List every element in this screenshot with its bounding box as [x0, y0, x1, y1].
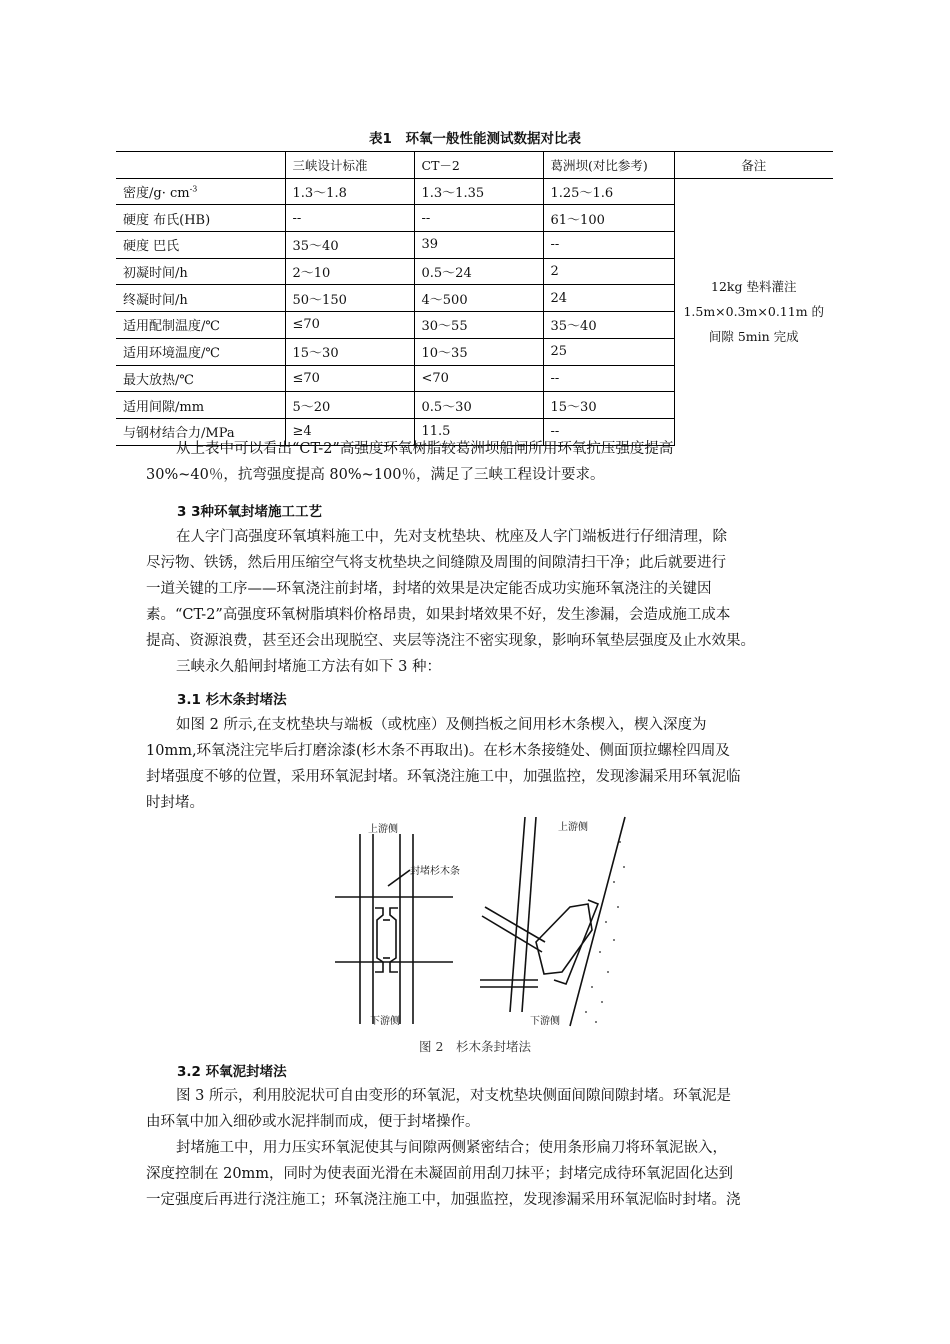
cell-gezhouba: 1.25～1.6 — [543, 178, 674, 205]
performance-table — [116, 151, 833, 446]
cell-sanxia: ≥4 — [285, 418, 414, 445]
cell-sanxia: 1.3～1.8 — [285, 178, 414, 205]
label-upstream-left: 上游侧 — [368, 824, 398, 835]
table-header-row — [116, 152, 833, 179]
paragraph-section32-procedure — [146, 1135, 816, 1213]
left-view-drawing — [335, 834, 453, 1024]
text-line: 一道关键的工序——环氧浇注前封堵，封堵的效果是决定能否成功实施环氧浇注的关键因 — [146, 581, 712, 597]
cell-ct2: 39 — [414, 232, 543, 259]
cell-gezhouba: -- — [543, 232, 674, 259]
figure-2-diagram — [330, 812, 640, 1034]
paragraph-section3 — [146, 524, 816, 680]
header-gezhouba: 葛洲坝(对比参考) — [543, 152, 674, 179]
cell-ct2: -- — [414, 205, 543, 232]
row-label: 最大放热/℃ — [116, 365, 285, 392]
cell-sanxia: ≤70 — [285, 365, 414, 392]
cell-sanxia: 5～20 — [285, 392, 414, 419]
text-line: 由环氧中加入细砂或水泥拌制而成，便于封堵操作。 — [146, 1114, 480, 1130]
cell-ct2: 30～55 — [414, 312, 543, 339]
row-label: 与钢材结合力/MPa — [116, 418, 285, 445]
text-line: 图 3 所示，利用胶泥状可自由变形的环氧泥，对支枕垫块侧面间隙间隙封堵。环氧泥是 — [176, 1088, 731, 1104]
note-line: 1.5m×0.3m×0.11m 的 — [683, 304, 825, 320]
text-line: 从上表中可以看出“CT-2”高强度环氧树脂较葛洲坝船闸所用环氧抗压强度提高 — [176, 441, 674, 457]
section-heading: 3 3种环氧封堵施工工艺 — [177, 504, 322, 520]
paragraph-section32 — [146, 1083, 816, 1135]
text-line: 一定强度后再进行浇注施工；环氧浇注施工中，加强监控，发现渗漏采用环氧泥临时封堵。浇 — [146, 1192, 741, 1208]
cell-ct2: 10～35 — [414, 338, 543, 365]
cell-sanxia: 15～30 — [285, 338, 414, 365]
section-heading: 3.1 杉木条封堵法 — [177, 692, 287, 708]
right-view-drawing — [480, 817, 625, 1026]
text-line: 30%~40％，抗弯强度提高 80%~100％，满足了三峡工程设计要求。 — [146, 467, 605, 483]
text-line: 在人字门高强度环氧填料施工中，先对支枕垫块、枕座及人字门端板进行仔细清理，除 — [176, 529, 727, 545]
cell-ct2: 4～500 — [414, 285, 543, 312]
row-label: 初凝时间/h — [116, 258, 285, 285]
cell-sanxia: ≤70 — [285, 312, 414, 339]
label-downstream-left: 下游侧 — [370, 1016, 400, 1027]
text-line: 时封堵。 — [146, 795, 204, 811]
cell-sanxia: -- — [285, 205, 414, 232]
text-line: 封堵强度不够的位置，采用环氧泥封堵。环氧浇注施工中，加强监控，发现渗漏采用环氧泥临 — [146, 769, 741, 785]
header-sanxia: 三峡设计标准 — [285, 152, 414, 179]
text-line: 提高、资源浪费，甚至还会出现脱空、夹层等浇注不密实现象，影响环氧垫层强度及止水效果。 — [146, 633, 755, 649]
paragraph-section31 — [146, 712, 816, 816]
row-label: 适用环境温度/℃ — [116, 338, 285, 365]
cell-ct2: 11.5 — [414, 418, 543, 445]
label-fir-strip: 封堵杉木条 — [410, 866, 460, 877]
cell-sanxia: 50～150 — [285, 285, 414, 312]
row-label: 适用配制温度/℃ — [116, 312, 285, 339]
text-line: 尽污物、铁锈，然后用压缩空气将支枕垫块之间缝隙及周围的间隙清扫干净；此后就要进行 — [146, 555, 726, 571]
paragraph-table-summary — [146, 436, 816, 488]
note-cell — [674, 178, 833, 445]
cell-gezhouba: -- — [543, 418, 674, 445]
cell-ct2: 0.5～24 — [414, 258, 543, 285]
figure-caption: 图 2 杉木条封堵法 — [419, 1039, 531, 1054]
text-line: 三峡永久船闸封堵施工方法有如下 3 种： — [176, 659, 441, 675]
cell-gezhouba: -- — [543, 365, 674, 392]
row-label: 硬度 布氏(HB) — [116, 205, 285, 232]
header-ct2: CT－2 — [414, 152, 543, 179]
note-line: 12kg 垫料灌注 — [711, 279, 797, 295]
row-label: 硬度 巴氏 — [116, 232, 285, 259]
note-line: 间隙 5min 完成 — [708, 329, 799, 345]
cell-ct2: 0.5～30 — [414, 392, 543, 419]
row-label: 适用间隙/mm — [116, 392, 285, 419]
cell-gezhouba: 24 — [543, 285, 674, 312]
header-note: 备注 — [674, 152, 833, 179]
text-line: 10mm,环氧浇注完毕后打磨涂漆(杉木条不再取出)。在杉木条接缝处、侧面顶拉螺栓四周及 — [146, 743, 730, 759]
table-caption: 表1 环氧一般性能测试数据对比表 — [369, 131, 581, 147]
cell-gezhouba: 61～100 — [543, 205, 674, 232]
text-line: 封堵施工中，用力压实环氧泥使其与间隙两侧紧密结合；使用条形扁刀将环氧泥嵌入， — [176, 1140, 727, 1156]
cell-gezhouba: 2 — [543, 258, 674, 285]
text-line: 深度控制在 20mm，同时为使表面光滑在未凝固前用刮刀抹平；封堵完成待环氧泥固化达到 — [146, 1166, 734, 1182]
text-line: 如图 2 所示,在支枕垫块与端板（或枕座）及侧挡板之间用杉木条楔入，楔入深度为 — [176, 717, 707, 733]
cell-sanxia: 2～10 — [285, 258, 414, 285]
label-upstream-right: 上游侧 — [558, 822, 588, 833]
cell-ct2: <70 — [414, 365, 543, 392]
section-heading: 3.2 环氧泥封堵法 — [177, 1064, 287, 1080]
cell-gezhouba: 25 — [543, 338, 674, 365]
row-label: 密度$/g\cdot cm^{-3}$ — [116, 178, 285, 205]
cell-gezhouba: 35～40 — [543, 312, 674, 339]
row-label: 终凝时间/h — [116, 285, 285, 312]
header-blank — [116, 152, 285, 179]
cell-ct2: 1.3～1.35 — [414, 178, 543, 205]
cell-gezhouba: 15～30 — [543, 392, 674, 419]
cell-sanxia: 35～40 — [285, 232, 414, 259]
table-row — [116, 178, 833, 205]
label-downstream-right: 下游侧 — [530, 1016, 560, 1027]
text-line: 素。“CT-2”高强度环氧树脂填料价格昂贵，如果封堵效果不好，发生渗漏，会造成施工成本 — [146, 607, 731, 623]
